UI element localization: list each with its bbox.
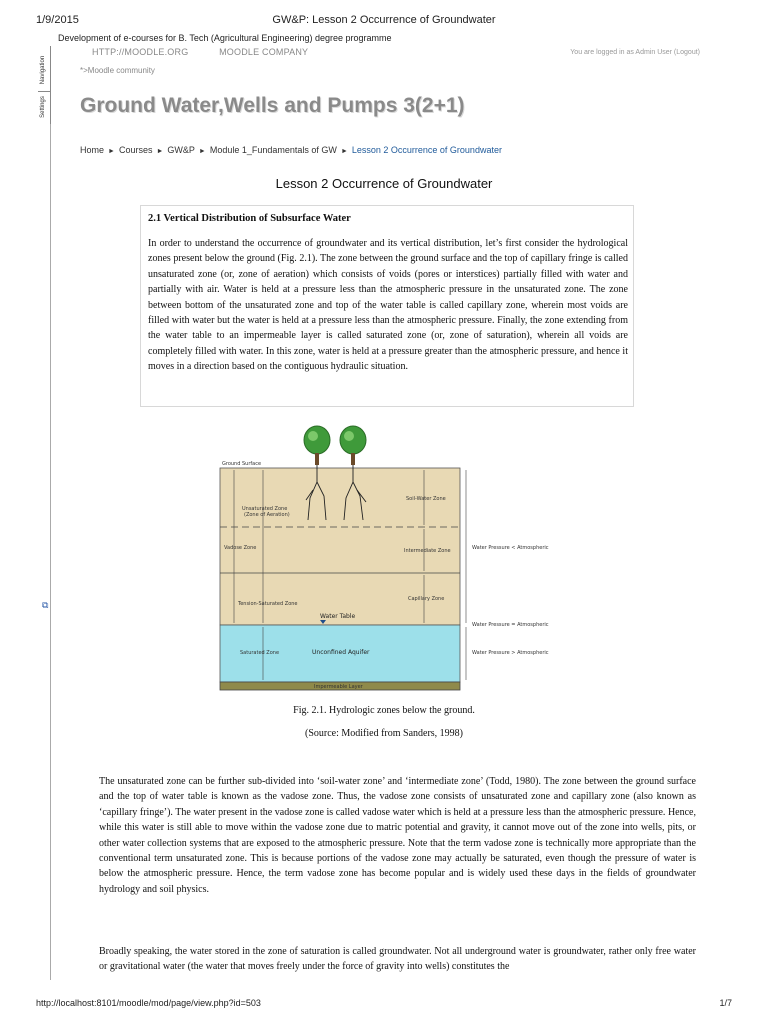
label-soil-water-zone: Soil-Water Zone bbox=[406, 496, 446, 502]
print-page-title: GW&P: Lesson 2 Occurrence of Groundwater bbox=[272, 14, 496, 26]
breadcrumb-course[interactable]: GW&P bbox=[167, 145, 195, 155]
section-heading: 2.1 Vertical Distribution of Subsurface Water bbox=[148, 213, 351, 224]
label-pressure-equal: Water Pressure = Atmospheric bbox=[472, 622, 549, 628]
tree-icon bbox=[340, 426, 366, 465]
settings-tab-label: Settings bbox=[40, 96, 46, 118]
breadcrumb-home[interactable]: Home bbox=[80, 145, 105, 155]
label-unconfined-aquifer: Unconfined Aquifer bbox=[312, 649, 370, 656]
label-impermeable-layer: Impermeable Layer bbox=[314, 684, 363, 690]
print-page-number: 1/7 bbox=[719, 998, 732, 1008]
paragraph-intro: In order to understand the occurrence of groundwater and its vertical distribution, let’s first consider the hydrological zones present below the ground (Fig. 2.1). The zone between the ground surface and the top of capillary fringe is called unsaturated zone (or, zone of aeration) which consists of voids (pores or interstices) partially filled with water and partially with air. Water is held at a pressure less than the atmospheric pressure in the unsaturated zone. The zone between bottom of the unsaturated zone and top of the water table is called capillary zone, wherein most voids are filled with water but the water is held at a pressure less than the atmospheric pressure. Finally, the zone extending from the water table to an impermeable layer is called saturated zone (or, zone of saturation), wherein all voids are completely filled with water. In this zone, water is held at a pressure greater than the atmospheric pressure, and hence it moves in a direction based on the contiguous hydraulic situation. bbox=[148, 238, 628, 373]
figure-caption: Fig. 2.1. Hydrologic zones below the ground. bbox=[293, 705, 475, 716]
label-capillary-zone: Capillary Zone bbox=[408, 596, 445, 602]
print-url: http://localhost:8101/moodle/mod/page/view.php?id=503 bbox=[36, 998, 261, 1008]
breadcrumb-separator: ► bbox=[108, 148, 115, 155]
label-saturated-zone: Saturated Zone bbox=[240, 650, 280, 656]
figure-source: (Source: Modified from Sanders, 1998) bbox=[304, 728, 464, 739]
print-date: 1/9/2015 bbox=[36, 14, 79, 26]
breadcrumb-separator: ► bbox=[156, 148, 164, 155]
top-navigation bbox=[92, 47, 336, 57]
label-pressure-less: Water Pressure < Atmospheric bbox=[472, 545, 549, 551]
breadcrumb-current[interactable]: Lesson 2 Occurrence of Groundwater bbox=[351, 145, 502, 155]
label-vadose-zone: Vadose Zone bbox=[224, 545, 257, 551]
paragraph-groundwater: Broadly speaking, the water stored in the zone of saturation is called groundwater. Not all underground water is groundwater, rather only free water or gravitational water (the water that moves freely under the force of gravity into wells) constitutes the bbox=[99, 946, 696, 973]
label-unsaturated-zone: Unsaturated Zone bbox=[242, 506, 288, 512]
hydrologic-zones-figure bbox=[210, 420, 570, 696]
breadcrumb-separator: ► bbox=[198, 148, 206, 155]
moodle-org-link[interactable]: HTTP://MOODLE.ORG bbox=[92, 47, 189, 57]
label-ground-surface: Ground Surface bbox=[222, 461, 262, 467]
tree-icon bbox=[304, 426, 330, 465]
navigation-tab-label: Navigation bbox=[40, 55, 46, 85]
label-water-table: Water Table bbox=[320, 613, 356, 620]
breadcrumb-module[interactable]: Module 1_Fundamentals of GW bbox=[209, 145, 337, 155]
settings-tab[interactable] bbox=[36, 92, 50, 124]
dock-toggle-icon[interactable]: ⧉ bbox=[42, 601, 49, 611]
breadcrumb bbox=[80, 145, 502, 155]
breadcrumb-separator: ► bbox=[340, 148, 348, 155]
site-tagline: Development of e-courses for B. Tech (Agricultural Engineering) degree programme bbox=[58, 33, 392, 43]
site-title: Ground Water,Wells and Pumps 3(2+1) bbox=[80, 94, 465, 117]
moodle-company-link[interactable]: MOODLE COMPANY bbox=[219, 47, 309, 57]
moodle-community-link[interactable]: *>Moodle community bbox=[80, 66, 155, 75]
breadcrumb-courses[interactable]: Courses bbox=[118, 145, 153, 155]
lesson-title: Lesson 2 Occurrence of Groundwater bbox=[275, 176, 493, 191]
paragraph-vadose: The unsaturated zone can be further sub-divided into ‘soil-water zone’ and ‘intermediate zone’ (Todd, 1980). The zone between the ground surface and the top of water table is known as the vadose zone. Thus, the vadose zone consists of unsaturated zone and capillary zone (also known as ‘capillary fringe’). The water present in the vadose zone is called vadose water which is held at a pressure less than the atmospheric pressure. Hence, while this water is still able to move within the vadose zone due to matric potential and gravity, it cannot move out of the zone into wells, pits, or other water collection systems that are exposed to the atmospheric pressure. Note that the term vadose zone is technically more appropriate than the conventional term unsaturated zone. This is because portions of the vadose zone may actually be saturated, even though the pressure of water is below the atmospheric pressure. Hence, the term vadose zone has become popular and is widely used these days in the fields of groundwater hydrology and soil physics. bbox=[99, 776, 696, 895]
label-tension-saturated-zone: Tension-Saturated Zone bbox=[238, 601, 298, 607]
label-intermediate-zone: Intermediate Zone bbox=[404, 548, 451, 554]
label-zone-of-aeration: (Zone of Aeration) bbox=[244, 512, 290, 518]
login-info[interactable]: You are logged in as Admin User (Logout) bbox=[570, 49, 700, 56]
left-divider bbox=[50, 124, 51, 980]
label-pressure-greater: Water Pressure > Atmospheric bbox=[472, 650, 549, 656]
